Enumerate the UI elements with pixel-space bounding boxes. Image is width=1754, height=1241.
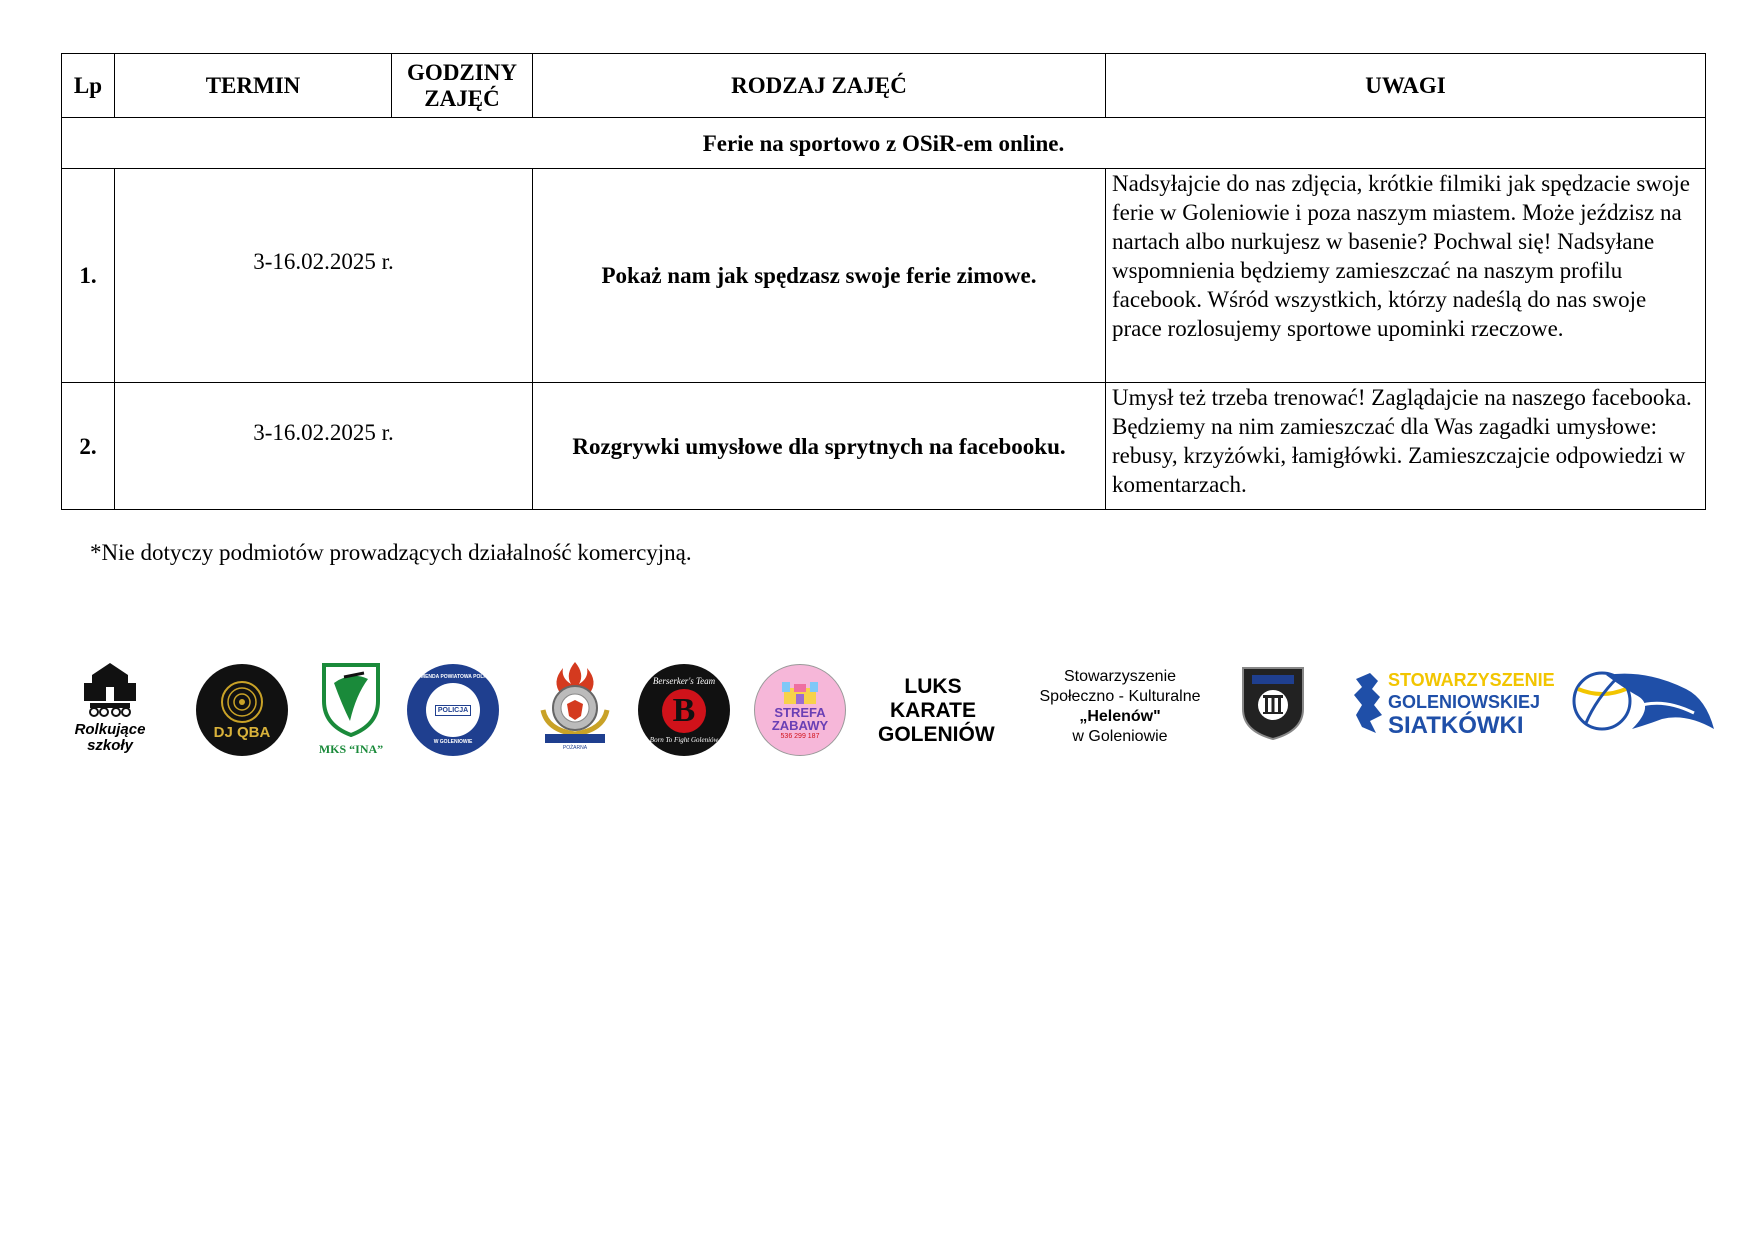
luks-line1: LUKS [904, 675, 962, 698]
row-lp: 1. [62, 169, 115, 383]
row-uwagi: Nadsyłajcie do nas zdjęcia, krótkie filmiki jak spędzacie swoje ferie w Goleniowie i poza naszym miastem. Może jeździsz na nartach albo nurkujesz w basenie? Pochwal się! Nadsyłane wspomnienia będziemy zamieszczać na naszym profilu facebook. Wśród wszystkich, którzy nadeślą do nas swoje prace rozlosujemy sportowe upominki rzeczowe. [1106, 169, 1706, 383]
sponsor-logos [60, 655, 1720, 765]
strefa-phone: 536 299 187 [780, 732, 820, 740]
vinyl-record-icon [220, 680, 264, 724]
berserkers-top-text: Berserker's Team [652, 676, 716, 686]
helenow-line4: w Goleniowie [1072, 728, 1168, 745]
header-row [62, 54, 1706, 118]
berserkers-logo [638, 664, 730, 756]
bouncy-castle-icon [780, 680, 820, 706]
utw-logo [1240, 665, 1306, 745]
siatkowka-line1: STOWARZYSZENIE [1388, 670, 1555, 690]
mks-ina-logo [316, 661, 386, 761]
fire-brigade-emblem-icon [537, 660, 613, 744]
header-termin: TERMIN [115, 54, 392, 118]
rolkujace-szkoly-logo [60, 661, 160, 761]
helenow-line1: Stowarzyszenie [1063, 668, 1177, 685]
header-lp: Lp [62, 54, 115, 118]
siatkowka-logo [1350, 669, 1720, 749]
helenow-line3: „Helenów" [1079, 708, 1161, 725]
strefa-zabawy-logo [754, 664, 846, 756]
row-termin [115, 169, 533, 383]
policja-bottom-text: W GOLENIOWIE [433, 739, 473, 745]
policja-logo [407, 664, 499, 756]
row-termin-text: 3-16.02.2025 r. [253, 419, 394, 445]
row-termin-text: 3-16.02.2025 r. [253, 249, 394, 274]
header-godziny-line2: ZAJĘĆ [424, 85, 500, 111]
dj-qba-logo [196, 664, 288, 756]
schedule-table [61, 53, 1706, 510]
straz-text: GOLENIOWSKA STRAŻ POŻARNA [547, 739, 603, 751]
luks-karate-logo [878, 675, 995, 747]
helenow-logo [1020, 667, 1220, 747]
section-title: Ferie na sportowo z OSiR-em online. [62, 118, 1706, 169]
police-star-icon [426, 683, 480, 737]
university-shield-icon [1240, 665, 1306, 741]
row-uwagi: Umysł też trzeba trenować! Zaglądajcie na naszego facebooka. Będziemy na nim zamieszczać dla Was zagadki umysłowe: rebusy, krzyżówki, łamigłówki. Zamieszczajcie odpowiedzi w komentarzach. [1106, 383, 1706, 510]
straz-pozarna-logo [535, 660, 615, 760]
header-rodzaj: RODZAJ ZAJĘĆ [533, 54, 1106, 118]
table-row [62, 383, 1706, 510]
strefa-line1: STREFA [774, 704, 826, 720]
header-godziny-line1: GODZINY [407, 59, 517, 85]
berserkers-emblem-icon [662, 689, 706, 733]
row-termin [115, 383, 533, 510]
luks-line3: GOLENIÓW [878, 723, 995, 746]
row-lp: 2. [62, 383, 115, 510]
policja-top-text: KOMENDA POWIATOWA POLICJI [413, 674, 493, 680]
shield-icon [320, 661, 382, 737]
row-rodzaj: Pokaż nam jak spędzasz swoje ferie zimowe. [533, 169, 1106, 383]
berserkers-letter: B [672, 692, 696, 729]
helenow-line2: Społeczno - Kulturalne [1039, 688, 1201, 705]
header-uwagi: UWAGI [1106, 54, 1706, 118]
policja-center-text: POLICJA [435, 705, 471, 716]
griffin-icon [1350, 671, 1386, 735]
siatkowka-line3: SIATKÓWKI [1388, 712, 1524, 739]
volleyball-swoosh-icon [1566, 669, 1716, 739]
section-row [62, 118, 1706, 169]
footnote: *Nie dotyczy podmiotów prowadzących działalność komercyjną. [90, 540, 692, 565]
rolkujace-line1: Rolkujące [74, 721, 146, 738]
dj-qba-text: DJ QBA [213, 723, 271, 741]
siatkowka-line2: GOLENIOWSKIEJ [1388, 692, 1541, 712]
berserkers-bottom-text: Born To Fight Goleniów [649, 736, 719, 744]
strefa-line2: ZABAWY [771, 717, 829, 733]
castle-skate-icon [80, 661, 140, 717]
row-rodzaj: Rozgrywki umysłowe dla sprytnych na facebooku. [533, 383, 1106, 510]
table-row [62, 169, 1706, 383]
luks-line2: KARATE [890, 699, 976, 722]
header-godziny [392, 54, 533, 118]
mks-ina-text: MKS “INA” [318, 742, 384, 756]
rolkujace-line2: szkoły [87, 737, 133, 754]
